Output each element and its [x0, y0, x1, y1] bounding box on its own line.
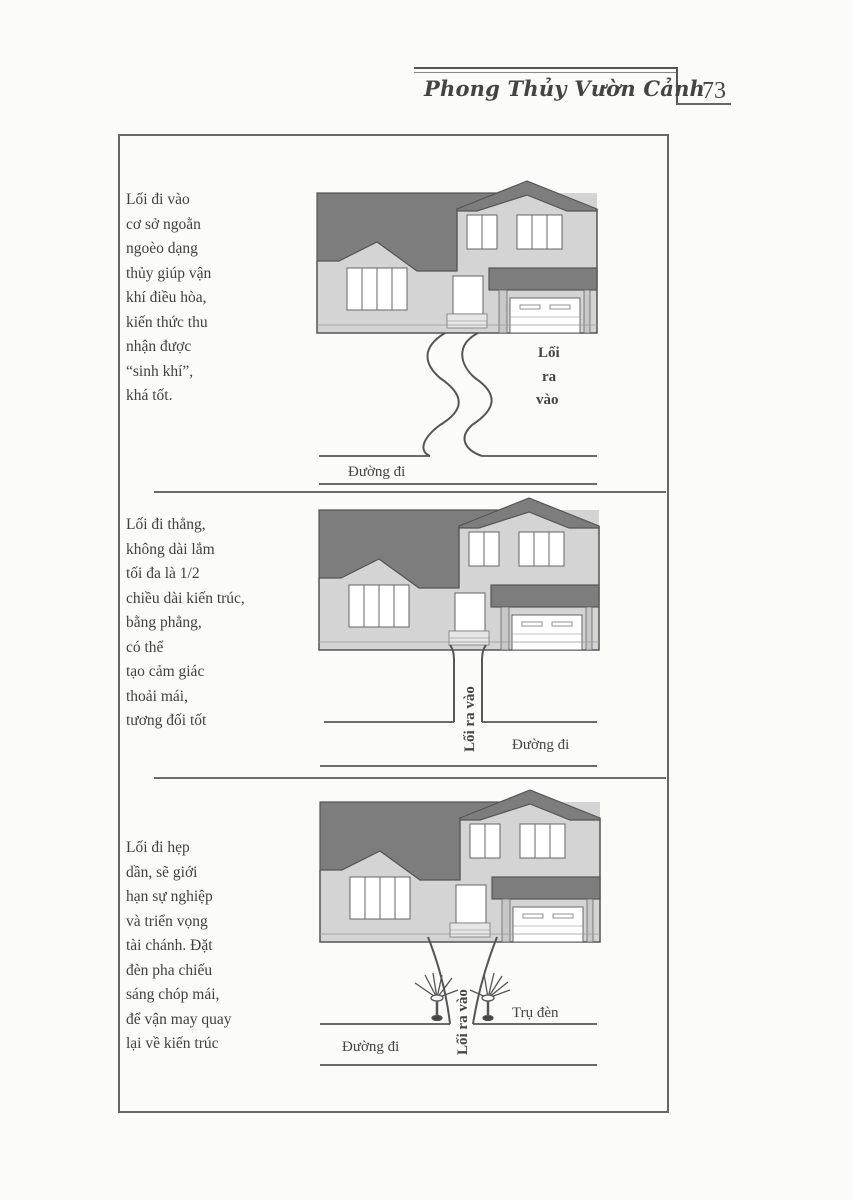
caption-line: “sinh khí”, [126, 362, 194, 380]
caption-line: Lối đi thẳng, [126, 516, 206, 533]
caption-line: khí điều hòa, [126, 289, 207, 306]
running-title: Phong Thủy Vườn Cảnh [424, 76, 706, 101]
house-illustration-1 [317, 181, 597, 333]
entrance-label-1: Lối [538, 345, 560, 361]
page-number: 73 [702, 78, 726, 104]
caption-line: nhận được [126, 338, 192, 355]
entrance-label-2: Lối ra vào [462, 686, 478, 752]
road-label-3: Đường đi [342, 1039, 400, 1055]
entrance-label-3: Lối ra vào [455, 989, 471, 1055]
caption-line: không dài lắm [126, 540, 215, 558]
road-label-1: Đường đi [348, 464, 406, 480]
caption-line: thoải mái, [126, 687, 188, 705]
road-label-2: Đường đi [512, 737, 570, 753]
caption-line: tạo cảm giác [126, 663, 205, 680]
caption-line: Lối đi vào [126, 191, 190, 208]
caption-line: kiến thức thu [126, 313, 208, 331]
house-illustration-2 [319, 498, 599, 650]
caption-line: tương đối tốt [126, 712, 207, 729]
caption-line: bằng phẳng, [126, 614, 202, 631]
entrance-label-1b: ra [542, 369, 557, 385]
lamp-post-right [470, 973, 510, 1021]
winding-path [423, 333, 491, 456]
caption-line: tài chánh. Đặt [126, 937, 213, 954]
caption-line: có thể [126, 638, 164, 656]
caption-line: và triển vọng [126, 912, 208, 930]
caption-line: khá tốt. [126, 387, 173, 404]
caption-line: cơ sở ngoằn [126, 215, 201, 233]
caption-line: Lối đi hẹp [126, 839, 190, 856]
caption-line: hạn sự nghiệp [126, 888, 213, 905]
caption-line: thủy giúp vận [126, 264, 212, 282]
caption-line: chiều dài kiến trúc, [126, 589, 245, 607]
caption-line: đèn pha chiếu [126, 961, 213, 979]
entrance-label-1c: vào [536, 392, 559, 408]
caption-line: sáng chóp mái, [126, 986, 220, 1003]
caption-line: ngoèo dạng [126, 240, 198, 257]
caption-line: dần, sẽ giới [126, 863, 198, 881]
lamp-label: Trụ đèn [512, 1005, 559, 1021]
caption-line: để vận may quay [126, 1010, 232, 1028]
caption-line: tối đa là 1/2 [126, 565, 200, 582]
house-illustration-3 [320, 790, 600, 942]
caption-line: lại về kiến trúc [126, 1035, 219, 1052]
lamp-post-left [415, 973, 458, 1021]
